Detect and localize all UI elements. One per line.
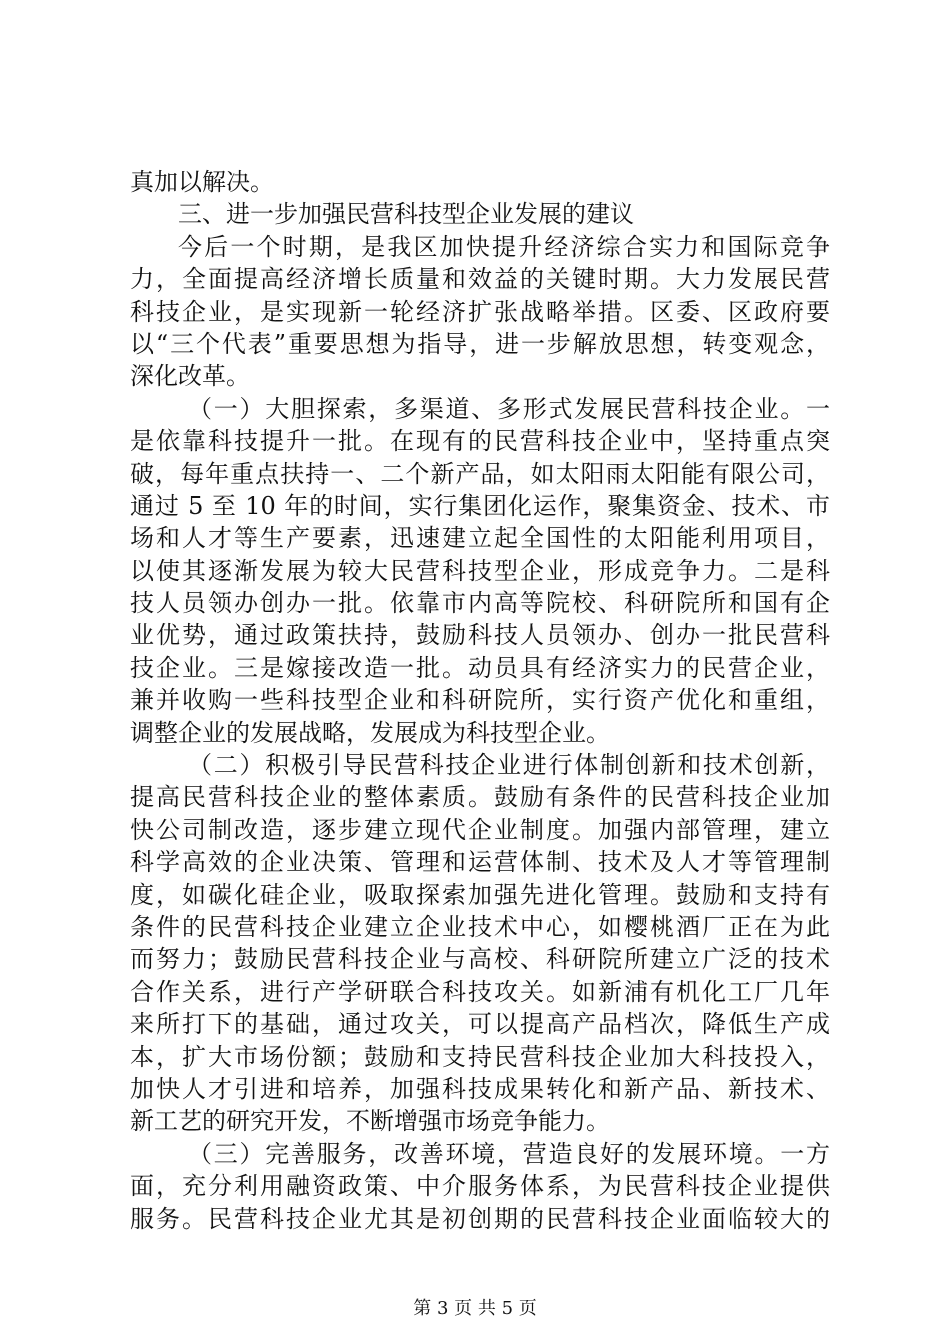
text-line: （一）大胆探索，多渠道、多形式发展民营科技企业。一 <box>188 394 830 423</box>
text-line: 服务。民营科技企业尤其是初创期的民营科技企业面临较大的 <box>130 1204 830 1233</box>
text-line: 度，如碳化硅企业，吸取探索加强先进化管理。鼓励和支持有 <box>130 880 830 909</box>
text-line: 破，每年重点扶持一、二个新产品，如太阳雨太阳能有限公司， <box>130 459 830 488</box>
text-line: 场和人才等生产要素，迅速建立起全国性的太阳能利用项目， <box>130 524 830 553</box>
text-line: 面，充分利用融资政策、中介服务体系，为民营科技企业提供 <box>130 1172 830 1201</box>
text-line: 技企业。三是嫁接改造一批。动员具有经济实力的民营企业， <box>130 653 830 682</box>
text-line: 本，扩大市场份额；鼓励和支持民营科技企业加大科技投入， <box>130 1042 830 1071</box>
document-body <box>130 166 830 1235</box>
text-line: 新工艺的研究开发，不断增强市场竞争能力。 <box>130 1107 610 1136</box>
text-line: 科学高效的企业决策、管理和运营体制、技术及人才等管理制 <box>130 848 830 877</box>
text-line: 快公司制改造，逐步建立现代企业制度。加强内部管理，建立 <box>130 815 830 844</box>
text-line: 合作关系，进行产学研联合科技攻关。如新浦有机化工厂几年 <box>130 977 830 1006</box>
text-line: 而努力；鼓励民营科技企业与高校、科研院所建立广泛的技术 <box>130 945 830 974</box>
text-line: 深化改革。 <box>130 362 250 391</box>
page-footer: 第 3 页 共 5 页 <box>413 1298 537 1319</box>
text-line: 真加以解决。 <box>130 168 274 196</box>
text-line: （三）完善服务，改善环境，营造良好的发展环境。一方 <box>188 1139 830 1168</box>
text-line: 兼并收购一些科技型企业和科研院所，实行资产优化和重组， <box>130 686 830 715</box>
text-line: 来所打下的基础，通过攻关，可以提高产品档次，降低生产成 <box>130 1010 830 1039</box>
text-line: 提高民营科技企业的整体素质。鼓励有条件的民营科技企业加 <box>130 783 830 812</box>
text-line: （二）积极引导民营科技企业进行体制创新和技术创新， <box>188 751 830 780</box>
text-line: 今后一个时期，是我区加快提升经济综合实力和国际竞争 <box>178 232 830 261</box>
text-line: 技人员领办创办一批。依靠市内高等院校、科研院所和国有企 <box>130 589 830 618</box>
text-line: 业优势，通过政策扶持，鼓励科技人员领办、创办一批民营科 <box>130 621 830 650</box>
text-line: 调整企业的发展战略，发展成为科技型企业。 <box>130 718 610 747</box>
text-line: 条件的民营科技企业建立企业技术中心，如樱桃酒厂正在为此 <box>130 912 830 941</box>
text-line: 科技企业，是实现新一轮经济扩张战略举措。区委、区政府要 <box>130 297 830 326</box>
text-line: 通过 5 至 10 年的时间，实行集团化运作，聚集资金、技术、市 <box>130 491 830 520</box>
text-line: 是依靠科技提升一批。在现有的民营科技企业中，坚持重点突 <box>130 427 830 456</box>
text-line: 以使其逐渐发展为较大民营科技型企业，形成竞争力。二是科 <box>130 556 830 585</box>
text-line: 以“三个代表”重要思想为指导，进一步解放思想，转变观念， <box>130 329 830 358</box>
text-line: 力，全面提高经济增长质量和效益的关键时期。大力发展民营 <box>130 265 830 294</box>
text-line: 加快人才引进和培养，加强科技成果转化和新产品、新技术、 <box>130 1074 830 1103</box>
text-line: 三、进一步加强民营科技型企业发展的建议 <box>178 200 634 229</box>
